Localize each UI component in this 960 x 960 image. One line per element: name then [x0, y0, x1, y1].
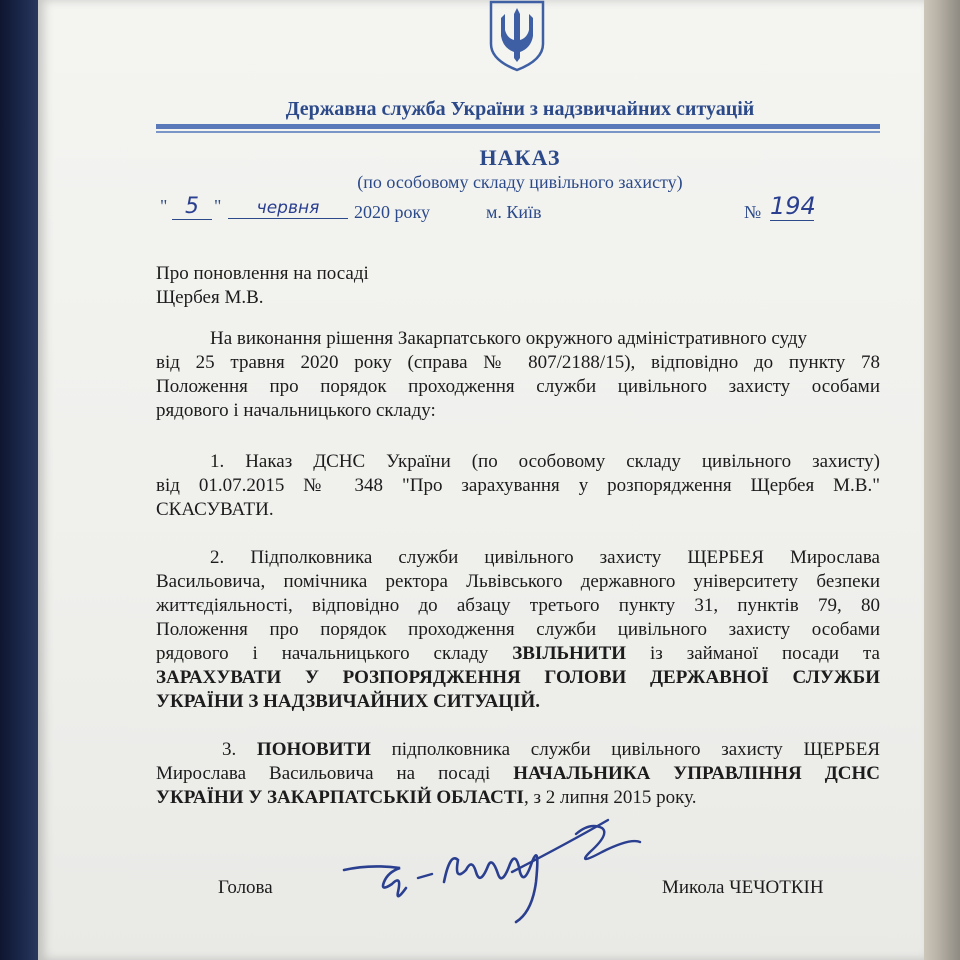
subject-line-1: Про поновлення на посаді — [156, 263, 369, 284]
item1-line-1: 1. Наказ ДСНС України (по особовому складу цивільного захисту) — [210, 451, 880, 472]
date-quote-open: " — [160, 196, 168, 216]
item2-dismiss-word: ЗВІЛЬНИТИ — [512, 643, 627, 664]
item3-reinstate-word: ПОНОВИТИ — [256, 739, 371, 760]
date-year: 2020 року — [354, 202, 430, 222]
item2-line-2: Васильовича, помічника ректора Львівського державного університету безпеки — [156, 571, 880, 592]
item3-line-1 — [222, 738, 880, 762]
item2-line-5-text-c: із займаної посади та — [626, 643, 880, 664]
item2-line-1: 2. Підполковника служби цивільного захисту ЩЕРБЕЯ Мирослава — [210, 547, 880, 568]
document-subtitle: (по особовому складу цивільного захисту) — [357, 172, 683, 192]
agency-name: Державна служба України з надзвичайних ситуацій — [285, 98, 755, 120]
order-number: 194 — [770, 192, 816, 220]
preamble-line-3: Положення про порядок проходження служби цивільного захисту особами — [156, 376, 880, 397]
item3-number: 3. — [222, 739, 257, 760]
signatory-role: Голова — [218, 877, 273, 898]
item2-line-6: ЗАРАХУВАТИ У РОЗПОРЯДЖЕННЯ ГОЛОВИ ДЕРЖАВНОЇ СЛУЖБИ — [156, 667, 880, 688]
issue-city: м. Київ — [486, 202, 542, 222]
item3-date: , з 2 липня 2015 року. — [523, 787, 697, 808]
item2-line-4: Положення про порядок проходження служби цивільного захисту особами — [156, 619, 880, 640]
coat-of-arms-icon — [487, 0, 547, 72]
item2-line-7: УКРАЇНИ З НАДЗВИЧАЙНИХ СИТУАЦІЙ. — [156, 691, 541, 712]
header-rule-thin — [156, 131, 880, 133]
date-month: червня — [228, 198, 348, 219]
date-day: 5 — [172, 194, 212, 220]
item3-line-3 — [156, 786, 697, 810]
order-number-label: № — [744, 202, 762, 222]
item3-line-1-text: підполковника служби цивільного захисту ЩЕРБЕЯ — [370, 739, 880, 760]
preamble-line-4: рядового і начальницького складу: — [156, 400, 436, 421]
item2-line-5 — [156, 642, 880, 666]
preamble-line-2: від 25 травня 2020 року (справа № 807/2188/15), відповідно до пункту 78 — [156, 352, 880, 373]
handwritten-signature — [340, 812, 650, 930]
item2-line-5-text-a: рядового і начальницького складу — [156, 643, 513, 664]
header-rule — [156, 124, 880, 129]
background-edge — [922, 0, 960, 960]
item3-region: УКРАЇНИ У ЗАКАРПАТСЬКІЙ ОБЛАСТІ — [156, 787, 524, 808]
item1-line-2: від 01.07.2015 № 348 "Про зарахування у розпорядження Щербея М.В." — [156, 475, 880, 496]
item1-line-3: СКАСУВАТИ. — [156, 499, 274, 520]
item3-position-title: НАЧАЛЬНИКА УПРАВЛІННЯ ДСНС — [513, 763, 880, 784]
binder-cover — [0, 0, 40, 960]
subject-line-2: Щербея М.В. — [156, 287, 264, 308]
item2-line-3: життєдіяльності, відповідно до абзацу третього пункту 31, пунктів 79, 80 — [156, 595, 880, 616]
signatory-name: Микола ЧЕЧОТКІН — [662, 877, 824, 898]
date-quote-close: " — [214, 196, 222, 216]
document-title: НАКАЗ — [479, 145, 561, 170]
preamble-line-1: На виконання рішення Закарпатського окружного адміністративного суду — [210, 328, 807, 349]
item3-line-2-text: Мирослава Васильовича на посаді — [156, 763, 514, 784]
item3-line-2 — [156, 762, 880, 786]
